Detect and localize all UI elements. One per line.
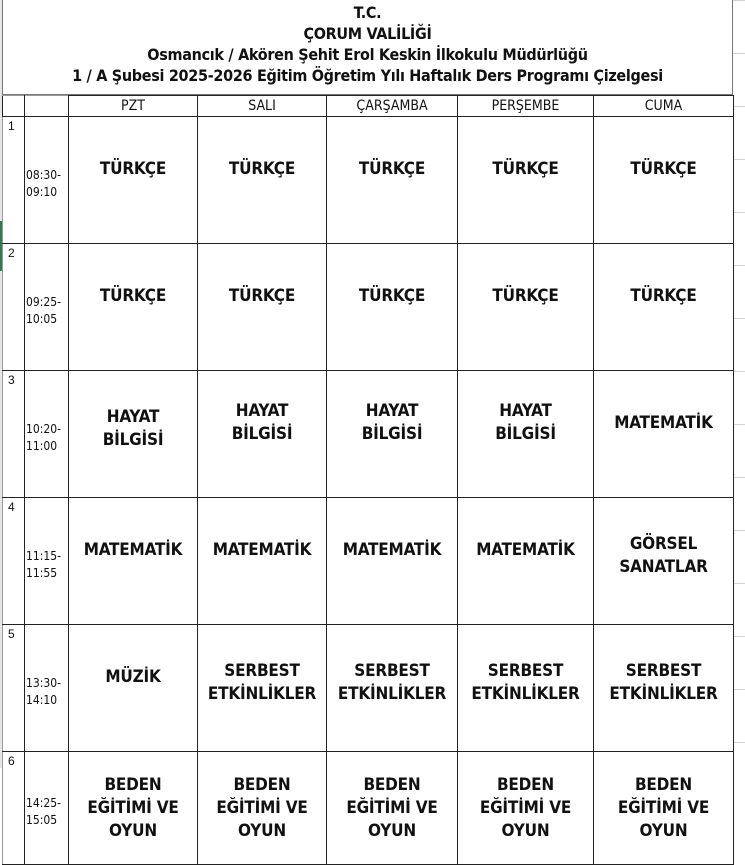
lesson-name-line: TÜRKÇE <box>228 285 296 306</box>
lesson-name-line: EĞİTİMİ VE <box>216 797 308 818</box>
period-time-start: 11:15- <box>26 549 62 563</box>
lesson-name-line: OYUN <box>368 820 416 841</box>
header-blank-time <box>25 96 69 117</box>
lesson-name-line: EĞİTİMİ VE <box>479 797 572 818</box>
lesson-name-line: MATEMATİK <box>614 412 713 433</box>
lesson-cell-monday <box>69 752 198 865</box>
period-time-end: 09:10 <box>26 185 58 199</box>
lesson-name-line: BİLGİSİ <box>231 424 293 444</box>
lesson-name-line: OYUN <box>109 820 157 841</box>
period-number: 1 <box>3 117 25 244</box>
period-number: 3 <box>3 371 25 498</box>
period-time-end: 15:05 <box>26 813 58 827</box>
lesson-cell-wednesday <box>327 752 458 865</box>
lesson-cell-thursday <box>458 625 594 752</box>
lesson-name-line: OYUN <box>501 820 550 841</box>
lesson-cell-friday <box>594 752 734 865</box>
lesson-name-line: SERBEST <box>224 661 300 681</box>
lesson-name-line: TÜRKÇE <box>228 158 296 179</box>
lesson-name-line: ETKİNLİKLER <box>609 684 718 704</box>
lesson-name-line: OYUN <box>238 820 286 841</box>
lesson-cell-friday <box>594 244 734 371</box>
lesson-cell-tuesday <box>198 498 327 625</box>
lesson-name-line: TÜRKÇE <box>358 158 426 179</box>
day-header-tuesday: SALI <box>198 96 327 117</box>
lesson-cell-friday <box>594 371 734 498</box>
spreadsheet-gridlines <box>733 0 745 768</box>
lesson-name-line: MÜZİK <box>105 666 161 687</box>
lesson-name-line: TÜRKÇE <box>630 158 697 179</box>
period-time-start: 09:25- <box>26 295 62 309</box>
lesson-cell-wednesday <box>327 498 458 625</box>
period-time-start: 14:25- <box>26 796 62 810</box>
title-line-school: Osmancık / Akören Şehit Erol Keskin İlkokulu Müdürlüğü <box>147 45 588 64</box>
period-time-end: 11:00 <box>26 439 58 453</box>
lesson-name-line: BEDEN <box>634 774 693 795</box>
period-time <box>25 752 69 865</box>
lesson-name-line: MATEMATİK <box>342 539 442 560</box>
lesson-cell-thursday <box>458 117 594 244</box>
lesson-cell-tuesday <box>198 244 327 371</box>
lesson-name-line: TÜRKÇE <box>358 285 426 306</box>
lesson-period-row <box>3 371 734 498</box>
day-header-friday: CUMA <box>594 96 734 117</box>
period-time-start: 10:20- <box>26 422 62 436</box>
period-number: 4 <box>3 498 25 625</box>
day-header-monday: PZT <box>69 96 198 117</box>
header-blank-num <box>3 96 25 117</box>
title-line-governorship: ÇORUM VALİLİĞİ <box>303 24 432 43</box>
lesson-cell-wednesday <box>327 371 458 498</box>
lesson-cell-friday <box>594 117 734 244</box>
lesson-name-line: EĞİTİMİ VE <box>87 797 179 818</box>
lesson-cell-friday <box>594 625 734 752</box>
period-number: 6 <box>3 752 25 865</box>
lesson-name-line: SERBEST <box>354 661 430 681</box>
period-time <box>25 244 69 371</box>
lesson-period-row <box>3 625 734 752</box>
title-line-tc: T.C. <box>353 3 382 22</box>
lesson-period-row <box>3 117 734 244</box>
lesson-cell-monday <box>69 117 198 244</box>
lesson-name-line: BEDEN <box>496 774 555 795</box>
lesson-cell-wednesday <box>327 625 458 752</box>
lesson-name-line: EĞİTİMİ VE <box>617 797 710 818</box>
period-time <box>25 117 69 244</box>
lesson-cell-tuesday <box>198 625 327 752</box>
title-line-schedule: 1 / A Şubesi 2025-2026 Eğitim Öğretim Yılı Haftalık Ders Programı Çizelgesi <box>72 66 663 85</box>
lesson-name-line: BİLGİSİ <box>361 424 423 444</box>
lesson-name-line: MATEMATİK <box>212 539 312 560</box>
period-time-start: 08:30- <box>26 168 62 182</box>
lesson-name-line: BEDEN <box>363 774 421 795</box>
period-time-start: 13:30- <box>26 676 62 690</box>
lesson-cell-monday <box>69 498 198 625</box>
lesson-cell-monday <box>69 371 198 498</box>
lesson-name-line: TÜRKÇE <box>630 285 697 306</box>
lesson-name-line: ETKİNLİKLER <box>207 684 317 704</box>
day-header-wednesday: ÇARŞAMBA <box>327 96 458 117</box>
lesson-period-row <box>3 244 734 371</box>
lesson-name-line: MATEMATİK <box>83 539 183 560</box>
lesson-name-line: SERBEST <box>487 661 564 681</box>
lesson-cell-friday <box>594 498 734 625</box>
day-header-thursday: PERŞEMBE <box>458 96 594 117</box>
schedule-title-block <box>2 0 733 95</box>
lesson-cell-tuesday <box>198 371 327 498</box>
weekly-schedule-table <box>2 95 734 865</box>
period-time-end: 14:10 <box>26 693 58 707</box>
lesson-name-line: GÖRSEL <box>629 534 698 554</box>
lesson-name-line: TÜRKÇE <box>99 158 167 179</box>
period-number: 5 <box>3 625 25 752</box>
lesson-cell-thursday <box>458 752 594 865</box>
lesson-name-line: ETKİNLİKLER <box>471 684 580 704</box>
lesson-cell-thursday <box>458 498 594 625</box>
period-time-end: 11:55 <box>26 566 58 580</box>
lesson-cell-wednesday <box>327 117 458 244</box>
lesson-name-line: TÜRKÇE <box>99 285 167 306</box>
period-time <box>25 625 69 752</box>
lesson-period-row <box>3 752 734 865</box>
lesson-cell-thursday <box>458 371 594 498</box>
lesson-cell-tuesday <box>198 117 327 244</box>
period-time-end: 10:05 <box>26 312 58 326</box>
lesson-name-line: SANATLAR <box>619 557 708 577</box>
lesson-cell-thursday <box>458 244 594 371</box>
lesson-cell-monday <box>69 625 198 752</box>
lesson-name-line: HAYAT <box>106 407 160 427</box>
lesson-cell-monday <box>69 244 198 371</box>
lesson-cell-wednesday <box>327 244 458 371</box>
lesson-name-line: BİLGİSİ <box>495 424 556 444</box>
lesson-name-line: EĞİTİMİ VE <box>346 797 438 818</box>
lesson-name-line: OYUN <box>639 820 688 841</box>
lesson-name-line: BİLGİSİ <box>102 430 164 450</box>
lesson-name-line: HAYAT <box>235 401 289 421</box>
lesson-name-line: SERBEST <box>625 661 702 681</box>
lesson-name-line: BEDEN <box>104 774 162 795</box>
lesson-name-line: HAYAT <box>499 401 552 421</box>
period-time <box>25 498 69 625</box>
lesson-name-line: TÜRKÇE <box>492 158 559 179</box>
day-header-row <box>3 96 734 117</box>
lesson-name-line: BEDEN <box>233 774 291 795</box>
period-number: 2 <box>3 244 25 371</box>
lesson-period-row <box>3 498 734 625</box>
lesson-cell-tuesday <box>198 752 327 865</box>
lesson-name-line: TÜRKÇE <box>492 285 559 306</box>
period-time <box>25 371 69 498</box>
lesson-name-line: MATEMATİK <box>476 539 575 560</box>
lesson-name-line: HAYAT <box>365 401 419 421</box>
lesson-name-line: ETKİNLİKLER <box>337 684 447 704</box>
